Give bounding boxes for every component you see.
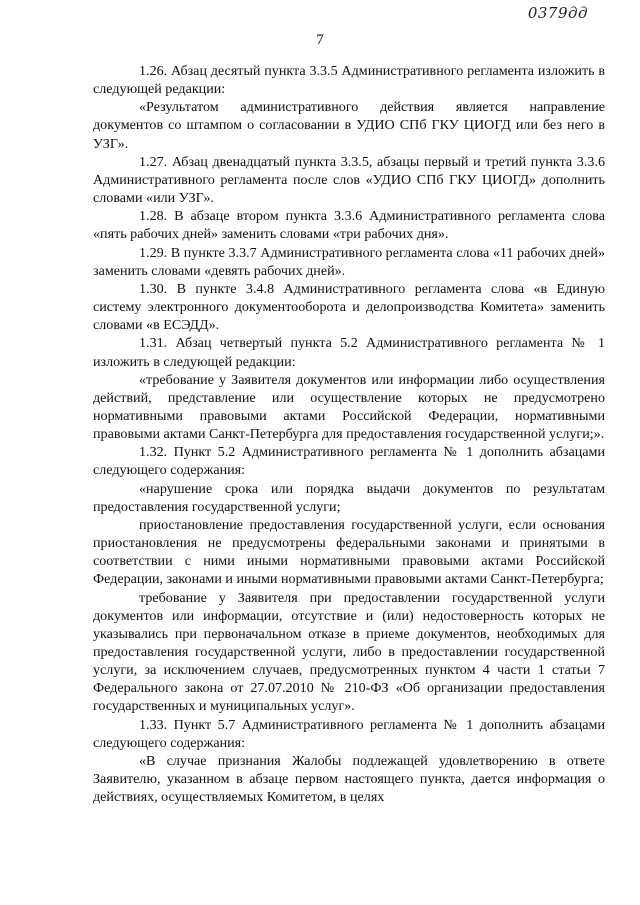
paragraph-1-33: 1.33. Пункт 5.7 Административного регламента № 1 дополнить абзацами следующего содержания: bbox=[93, 716, 605, 751]
paragraph-1-33-text: «В случае признания Жалобы подлежащей удовлетворению в ответе Заявителю, указанном в абзаце первом настоящего пункта, дается информация о действиях, осуществляемых Комитетом, в целях bbox=[93, 752, 605, 806]
paragraph-1-29: 1.29. В пункте 3.3.7 Административного регламента слова «11 рабочих дней» заменить словами «девять рабочих дней». bbox=[93, 244, 605, 279]
paragraph-1-30: 1.30. В пункте 3.4.8 Административного регламента слова «в Единую систему электронного документооборота и делопроизводства Комитета» заменить словами «в ЕСЭДД». bbox=[93, 280, 605, 334]
paragraph-1-28: 1.28. В абзаце втором пункта 3.3.6 Административного регламента слова «пять рабочих дней» заменить словами «три рабочих дня». bbox=[93, 208, 605, 243]
document-body bbox=[93, 62, 605, 806]
paragraph-1-26-text: «Результатом административного действия является направление документов со штампом о согласовании в УДИО СПб ГКУ ЦИОГД или без него в УЗГ». bbox=[93, 99, 605, 152]
paragraph-1-32-text-c: требование у Заявителя при предоставлении государственной услуги документов или информации, отсутствие и (или) недостоверность которых не указывались при первоначальном отказе в приеме документов, необходимых для предоставления государственной услуги, либо в предоставлении государственной услуги, за исключением случаев, предусмотренных пунктом 4 части 1 статьи 7 Федерального закона от 27.07.2010 № 210-ФЗ «Об организации предоставления государственных и муниципальных услуг». bbox=[93, 589, 605, 715]
paragraph-1-31-text: «требование у Заявителя документов или информации либо осуществления действий, представление или осуществление которых не предусмотрено нормативными правовыми актами Российской Федерации, нормативными правовыми актами Санкт-Петербурга для предоставления государственной услуги;». bbox=[93, 371, 605, 443]
paragraph-1-26: 1.26. Абзац десятый пункта 3.3.5 Административного регламента изложить в следующей редакции: bbox=[93, 63, 605, 98]
paragraph-1-32-text-b: приостановление предоставления государственной услуги, если основания приостановления не предусмотрены федеральными законами и принятыми в соответствии с ними иными нормативными правовыми актами Российской Федерации, законами и иными нормативными правовыми актами Санкт-Петербурга; bbox=[93, 516, 605, 588]
registration-stamp: 0379дд bbox=[527, 4, 588, 22]
page-number: 7 bbox=[316, 32, 324, 48]
paragraph-1-31: 1.31. Абзац четвертый пункта 5.2 Административного регламента № 1 изложить в следующей редакции: bbox=[93, 335, 605, 370]
paragraph-1-27: 1.27. Абзац двенадцатый пункта 3.3.5, абзацы первый и третий пункта 3.3.6 Административного регламента после слов «УДИО СПб ГКУ ЦИОГД» дополнить словами «или УЗГ». bbox=[93, 153, 605, 207]
paragraph-1-32: 1.32. Пункт 5.2 Административного регламента № 1 дополнить абзацами следующего содержания: bbox=[93, 444, 605, 479]
paragraph-1-32-text-a: «нарушение срока или порядка выдачи документов по результатам предоставления государственной услуги; bbox=[93, 480, 605, 515]
